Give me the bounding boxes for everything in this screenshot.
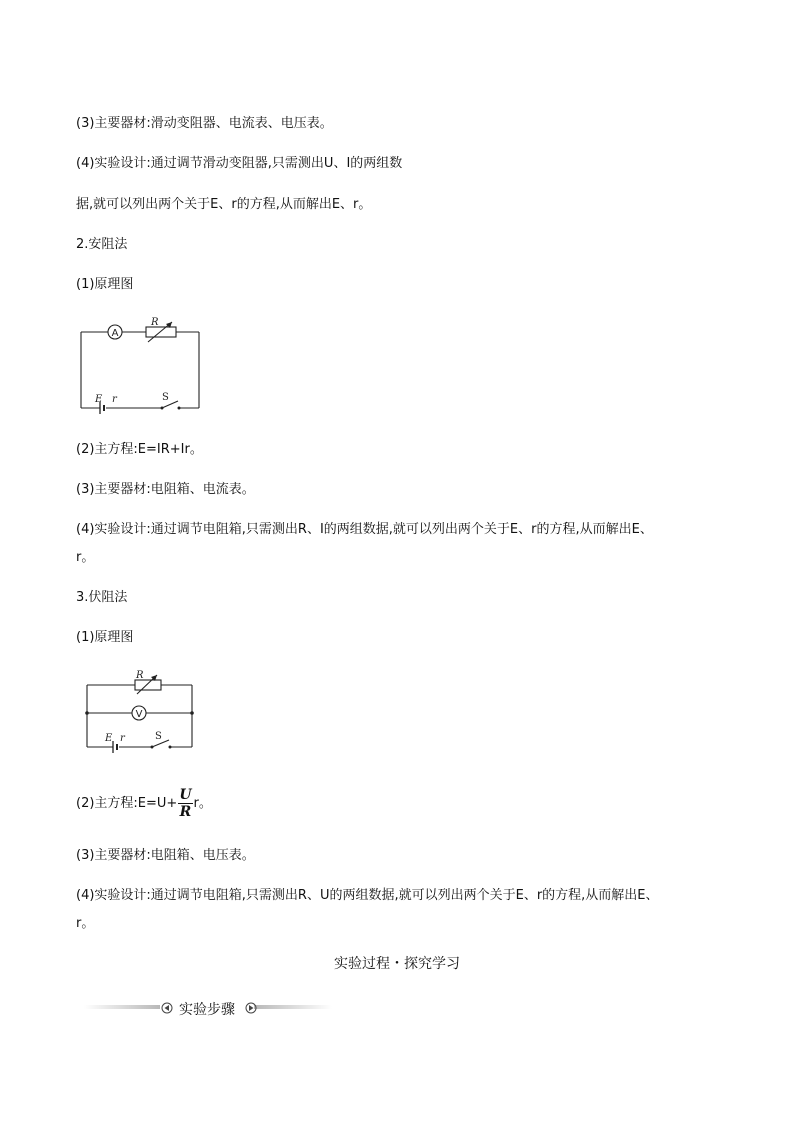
- text-line-design-2-cont: r。: [76, 550, 95, 565]
- text-line-main-equation-1: (2)主方程:E=IR+Ir。: [76, 442, 203, 457]
- circuit-diagram-ammeter-resistor: [76, 314, 206, 414]
- fraction-numerator: U: [179, 787, 192, 803]
- text-line-equipment-3: (3)主要器材:电阻箱、电压表。: [76, 848, 255, 863]
- emf-label: E: [95, 394, 103, 405]
- triangle-left-icon: [161, 1002, 173, 1014]
- text-line-equipment-2: (3)主要器材:电阻箱、电流表。: [76, 482, 255, 497]
- switch-label: S: [162, 392, 169, 403]
- internal-resistance-label: r: [120, 733, 125, 744]
- internal-resistance-label: r: [112, 394, 117, 405]
- text-line-design-2: (4)实验设计:通过调节电阻箱,只需测出R、I的两组数据,就可以列出两个关于E、r的方程,从而解出E、: [76, 522, 653, 537]
- section-heading-anzu: 2.安阻法: [76, 237, 128, 252]
- equation-suffix: r。: [193, 796, 212, 811]
- resistor-label: R: [136, 670, 144, 681]
- text-line-principle-2: (1)原理图: [76, 630, 134, 645]
- triangle-right-icon: [245, 1002, 257, 1014]
- section-heading-fuzu: 3.伏阻法: [76, 590, 128, 605]
- text-line-principle-1: (1)原理图: [76, 277, 134, 292]
- text-line-3: 据,就可以列出两个关于E、r的方程,从而解出E、r。: [76, 197, 372, 212]
- fraction-u-over-r: [178, 787, 192, 820]
- fraction-denominator: R: [179, 804, 192, 820]
- text-line-design-3-cont: r。: [76, 916, 95, 931]
- text-line-2: (4)实验设计:通过调节滑动变阻器,只需测出U、I的两组数: [76, 156, 403, 171]
- emf-label: E: [105, 733, 113, 744]
- step-label: 实验步骤: [176, 1001, 238, 1019]
- section-title-experiment-process: 实验过程・探究学习: [334, 956, 460, 972]
- switch-label: S: [155, 731, 162, 742]
- circuit-diagram-voltmeter-resistor: [82, 665, 200, 755]
- text-line-1: (3)主要器材:滑动变阻器、电流表、电压表。: [76, 116, 333, 131]
- text-line-design-3: (4)实验设计:通过调节电阻箱,只需测出R、U的两组数据,就可以列出两个关于E、r的方程,从而解出E、: [76, 888, 659, 903]
- ammeter-label: A: [111, 328, 119, 339]
- equation-prefix: (2)主方程:E=U+: [76, 796, 178, 811]
- text-line-main-equation-2: [76, 786, 212, 822]
- voltmeter-label: V: [135, 709, 143, 720]
- resistor-label: R: [151, 317, 159, 328]
